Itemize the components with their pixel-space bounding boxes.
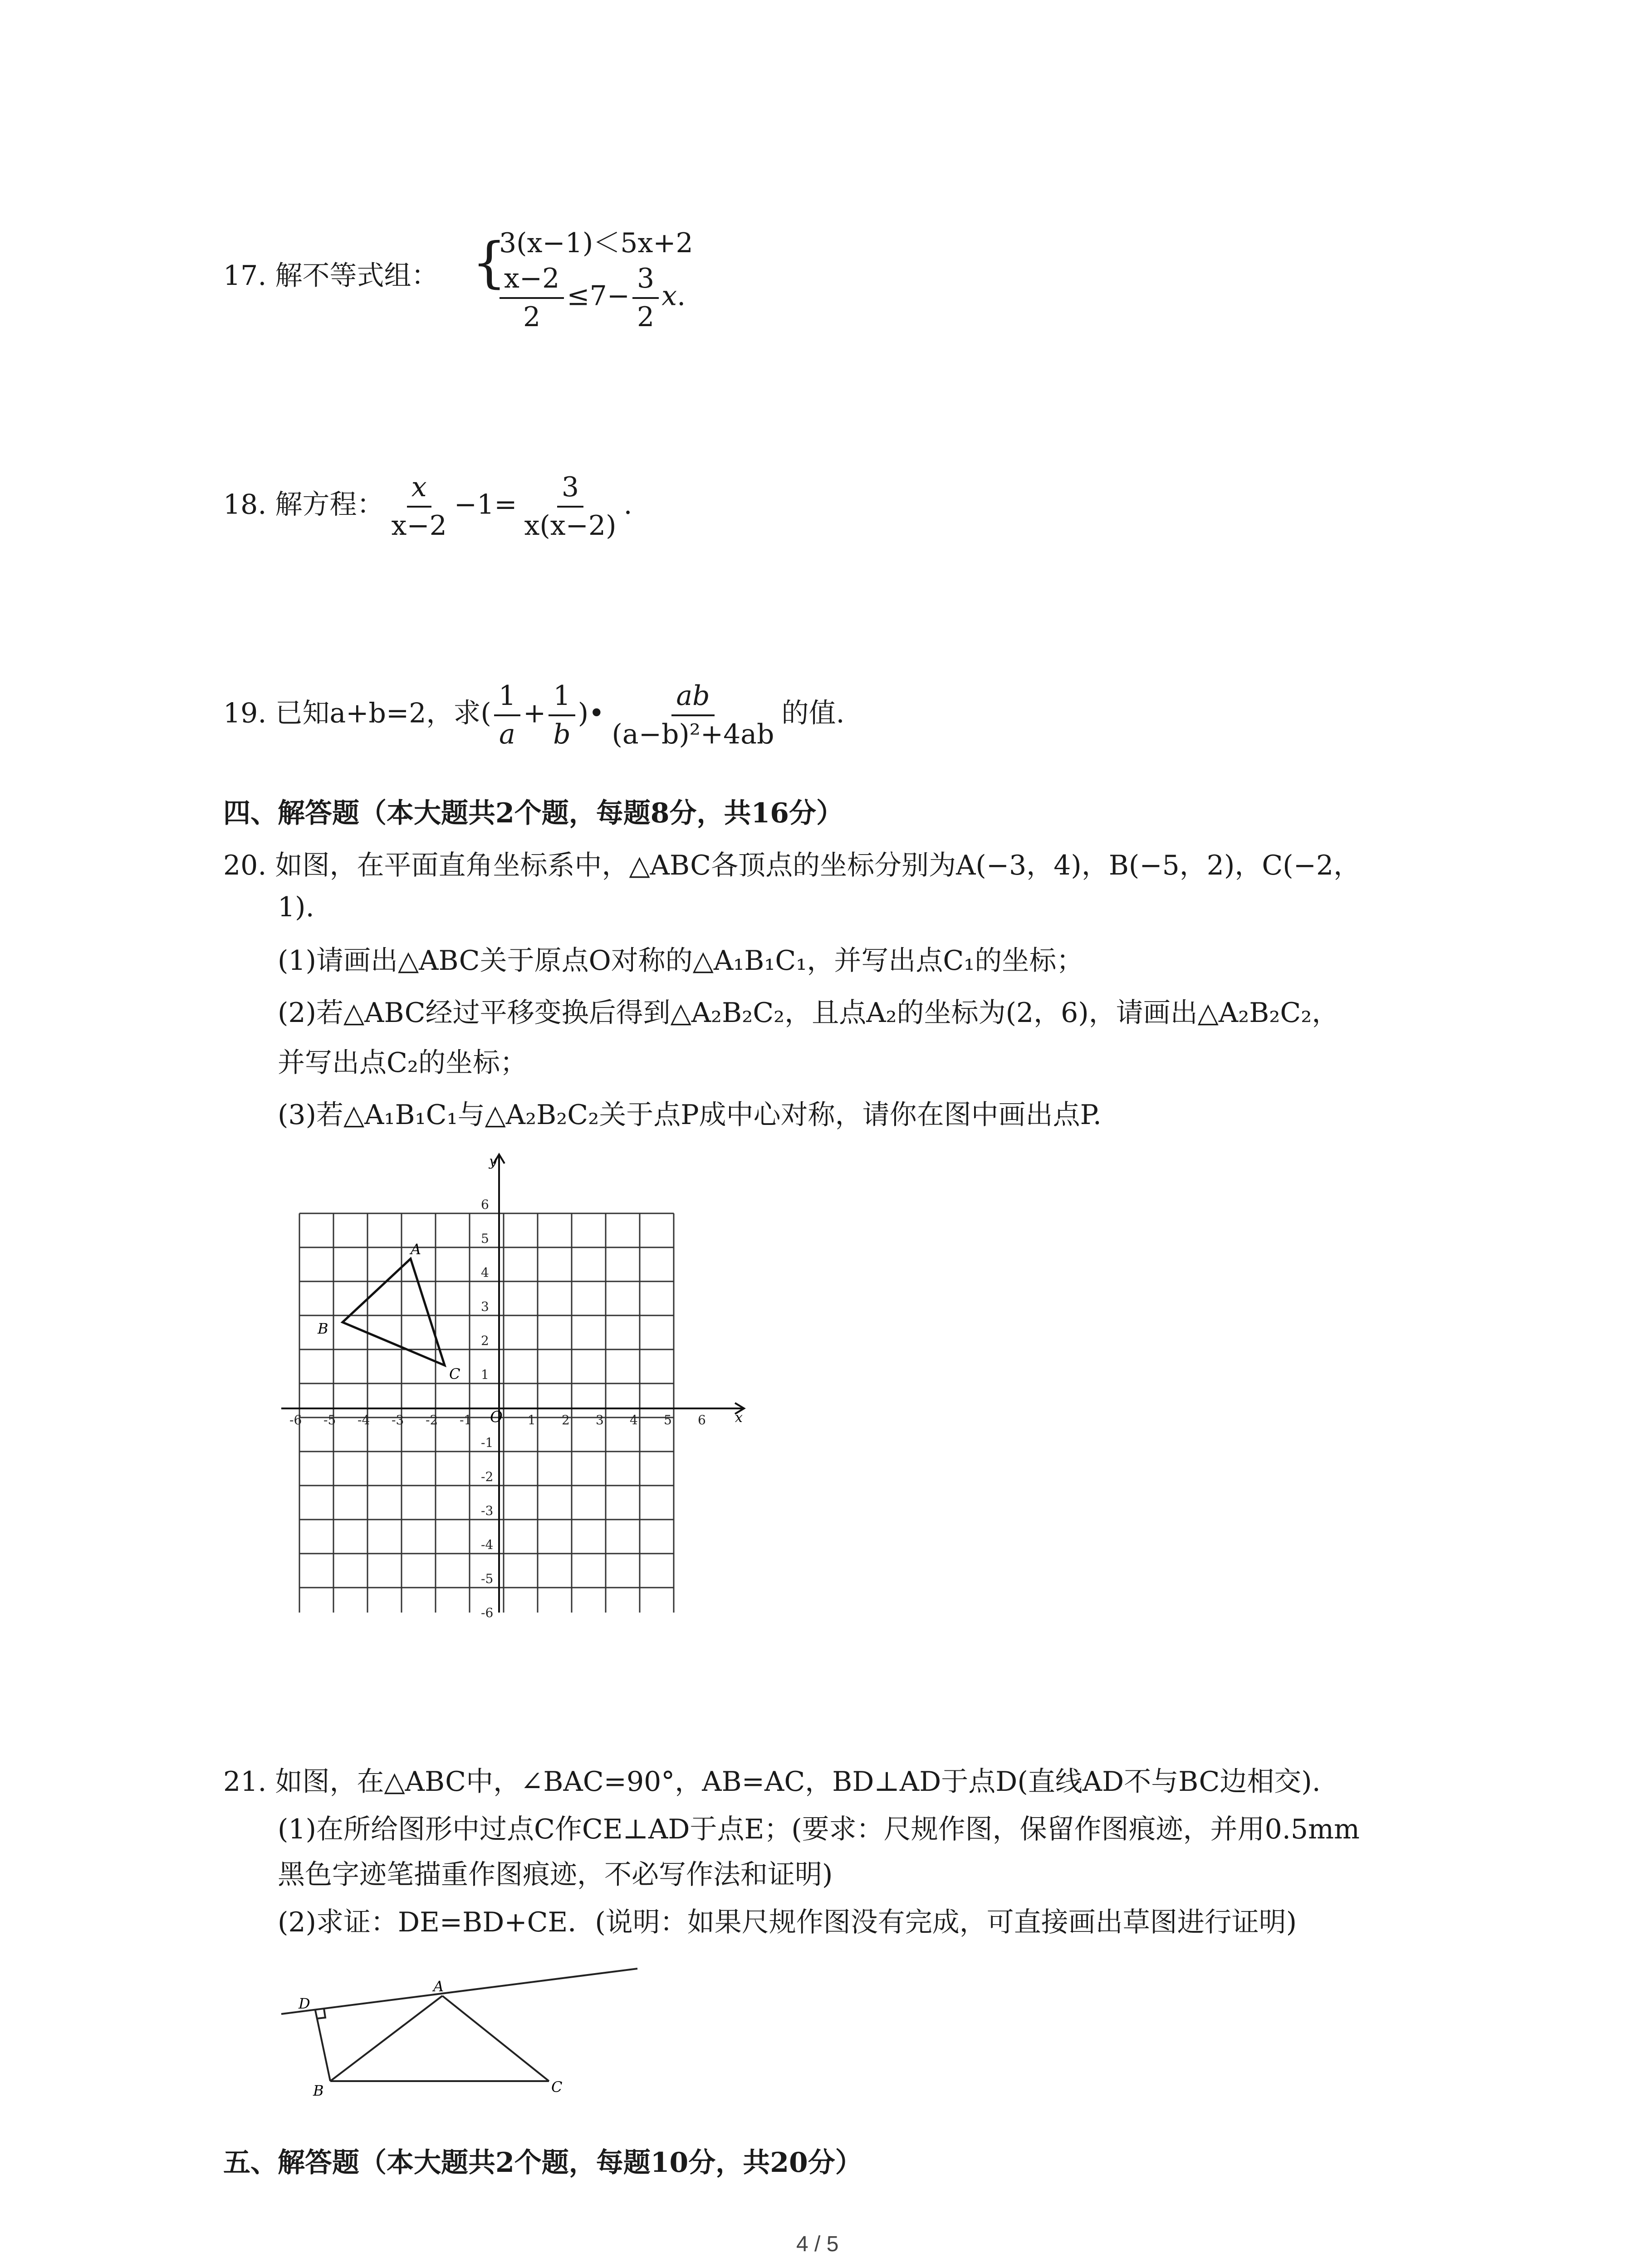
q21-part1b: 黑色字迹笔描重作图痕迹，不必写作法和证明)	[278, 1859, 833, 1891]
x-tick-label: 1	[528, 1413, 536, 1427]
q20-part2b: 并写出点C₂的坐标；	[278, 1047, 527, 1079]
y-tick-label: -6	[481, 1605, 494, 1620]
y-tick-label: 2	[481, 1333, 489, 1348]
label-d: D	[299, 1995, 310, 2012]
q18-frac1: $\frac{x}{x-2}$	[391, 471, 447, 542]
x-axis-label: x	[735, 1410, 743, 1426]
section4-heading: 四、解答题（本大题共2个题，每题8分，共16分）	[223, 797, 843, 829]
q21-part1a: (1)在所给图形中过点C作CE⊥AD于点E；(要求：尺规作图，保留作图痕迹，并用0.5mm	[278, 1813, 1360, 1845]
y-tick-label: -4	[481, 1537, 494, 1552]
q21-line1: 21. 如图，在△ABC中，∠BAC=90°，AB=AC，BD⊥AD于点D(直线AD不与BC边相交).	[223, 1766, 1321, 1798]
q17-frac2: $\frac{3}{2}$	[632, 263, 659, 333]
y-axis-label: y	[489, 1154, 497, 1169]
section5-heading: 五、解答题（本大题共2个题，每题10分，共20分）	[223, 2147, 862, 2179]
y-tick-label: 3	[481, 1299, 489, 1314]
y-tick-label: 6	[481, 1197, 489, 1212]
x-tick-label: 6	[698, 1413, 706, 1427]
y-tick-label: -1	[481, 1435, 494, 1450]
y-tick-label: 1	[481, 1367, 489, 1382]
label-a: A	[433, 1978, 444, 1995]
x-tick-label: 2	[562, 1413, 570, 1427]
q17-label: 17. 解不等式组：	[223, 260, 439, 292]
x-tick-label: -4	[358, 1413, 370, 1427]
q20-part2a: (2)若△ABC经过平移变换后得到△A₂B₂C₂，且点A₂的坐标为(2，6)，请画出△A₂B₂C₂，	[278, 997, 1339, 1029]
x-tick-label: 3	[596, 1413, 604, 1427]
origin-label: O	[490, 1408, 503, 1426]
q17-frac1: $\frac{x-2}{2}$	[500, 263, 564, 333]
x-tick-label: -6	[289, 1413, 302, 1427]
y-tick-label: -3	[481, 1503, 494, 1518]
right-triangle-figure	[272, 1960, 644, 2096]
q20-part1: (1)请画出△ABC关于原点O对称的△A₁B₁C₁，并写出点C₁的坐标；	[278, 945, 1084, 977]
point-a-label: A	[411, 1241, 421, 1258]
x-tick-label: 4	[630, 1413, 638, 1427]
segment-ab	[330, 1996, 442, 2081]
coordinate-grid-figure	[272, 1148, 753, 1628]
q20-line1: 20. 如图，在平面直角坐标系中，△ABC各顶点的坐标分别为A(−3，4)，B(−5，2)，C(−2，	[223, 850, 1361, 881]
q21-part2: (2)求证：DE=BD+CE．(说明：如果尺规作图没有完成，可直接画出草图进行证明)	[278, 1906, 1297, 1938]
q17-line2: $\frac{x-2}{2}$ ≤7− $\frac{3}{2}$ x.	[497, 263, 686, 333]
segment-bd	[315, 2010, 330, 2081]
q18-frac2: $\frac{3}{x(x-2)}$	[524, 471, 617, 542]
q20-part3: (3)若△A₁B₁C₁与△A₂B₂C₂关于点P成中心对称，请你在图中画出点P.	[278, 1099, 1102, 1131]
q17-line1: 3(x−1)＜5x+2	[499, 227, 693, 259]
segment-ac	[442, 1996, 549, 2081]
y-tick-label: 4	[481, 1265, 489, 1280]
x-tick-label: -1	[460, 1413, 472, 1427]
y-tick-label: -2	[481, 1469, 494, 1484]
y-tick-label: -5	[481, 1571, 494, 1586]
point-b-label: B	[318, 1320, 328, 1337]
x-tick-label: -5	[323, 1413, 336, 1427]
q17-brace: {	[472, 231, 507, 294]
q19-frac1: $\frac{1}{a}$	[494, 680, 520, 750]
label-c: C	[551, 2078, 563, 2096]
q19-frac3: $\frac{ab}{\text{(a−b)²+4ab}}$	[612, 680, 774, 750]
q19-expression: 19. 已知a+b=2，求( $\frac{1}{a}$ + $\frac{1}{b}$ )• $\frac{ab}{\text{(a−b)²+4ab}}$ 的值.	[223, 680, 845, 750]
line-ad	[281, 1969, 637, 2014]
point-c-label: C	[449, 1365, 460, 1383]
x-tick-label: -3	[392, 1413, 404, 1427]
x-tick-label: -2	[426, 1413, 438, 1427]
q18-equation: 18. 解方程： $\frac{x}{x-2}$ −1= $\frac{3}{x(x-2)}$ .	[223, 471, 632, 542]
q20-line2: 1).	[278, 891, 314, 923]
y-tick-label: 5	[481, 1231, 489, 1246]
label-b: B	[313, 2082, 324, 2096]
page-number: 4 / 5	[796, 2232, 839, 2256]
x-tick-label: 5	[664, 1413, 672, 1427]
q19-frac2: $\frac{1}{b}$	[549, 680, 575, 750]
